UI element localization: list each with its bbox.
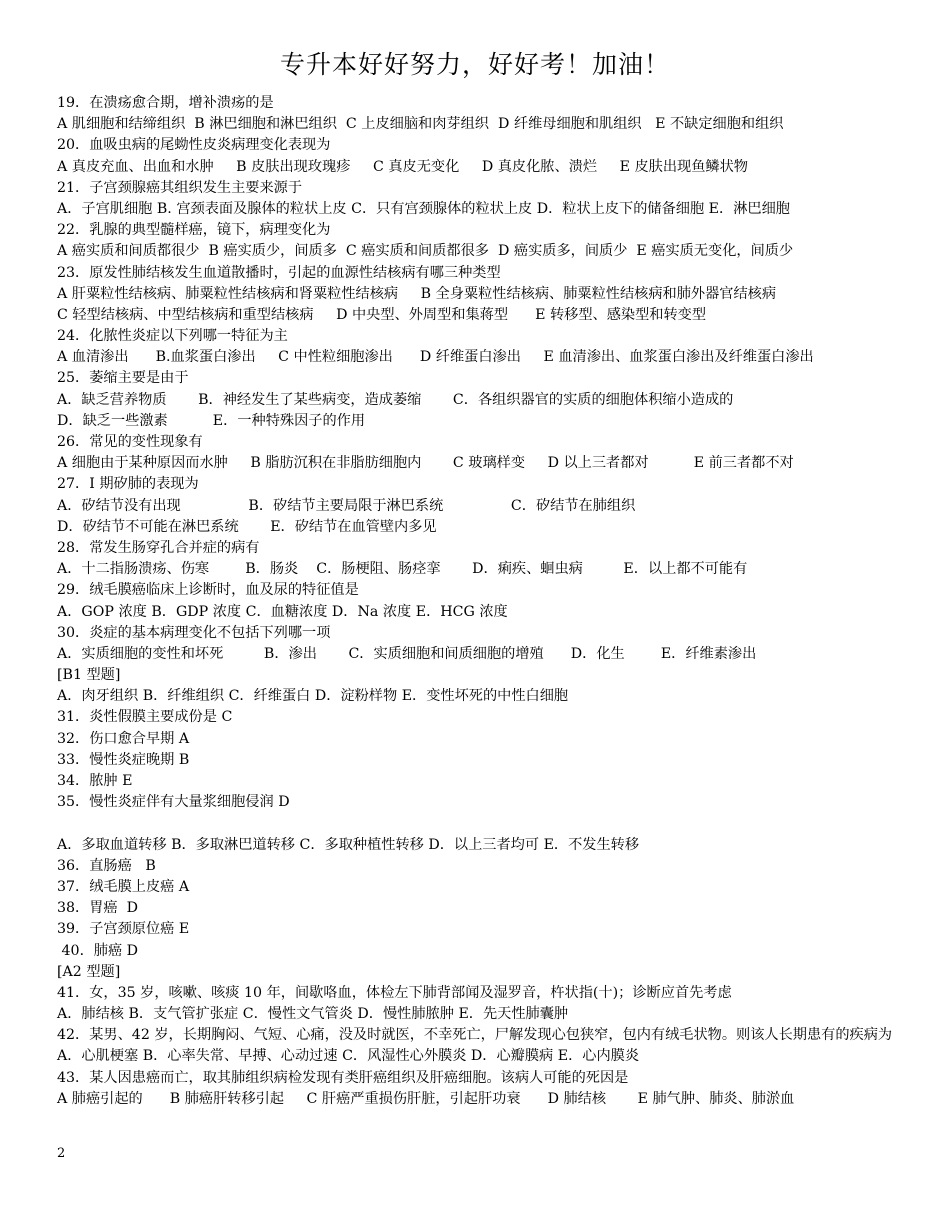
question-25-options-2: D．缺乏一些激素 E．一种特殊因子的作用 (57, 412, 366, 429)
question-27-options-1: A．矽结节没有出现 B．矽结节主要局限于淋巴系统 C．矽结节在肺组织 (57, 497, 636, 514)
question-42-options: A．心肌梗塞 B．心率失常、早搏、心动过速 C．风湿性心外膜炎 D．心瓣膜病 E．心内膜炎 (57, 1048, 640, 1065)
question-23: 23．原发性肺结核发生血道散播时，引起的血源性结核病有哪三种类型 (57, 264, 501, 281)
question-42: 42．某男、42 岁，长期胸闷、气短、心痛，没及时就医，不幸死亡，尸解发现心包狭窄，包内有绒毛状物。则该人长期患有的疾病为 (57, 1027, 893, 1044)
document-body (57, 93, 902, 1110)
question-40: 40．肺癌 D (57, 942, 139, 959)
b1-group-2-options: A．多取血道转移 B．多取淋巴道转移 C．多取种植性转移 D．以上三者均可 E．不发生转移 (57, 836, 640, 853)
question-30: 30．炎症的基本病理变化不包括下列哪一项 (57, 624, 331, 641)
b1-group-1-options: A．肉牙组织 B．纤维组织 C．纤维蛋白 D．淀粉样物 E．变性坏死的中性白细胞 (57, 688, 569, 705)
question-34: 34．脓肿 E (57, 773, 133, 789)
question-38: 38．胃癌 D (57, 900, 139, 917)
question-43-options: A 肺癌引起的 B 肺癌肝转移引起 C 肝癌严重损伤肝脏，引起肝功衰 D 肺结核 E 肺气肿、肺炎、肺淤血 (57, 1090, 795, 1107)
question-23-options-1: A 肝粟粒性结核病、肺粟粒性结核病和肾粟粒性结核病 B 全身粟粒性结核病、肺粟粒性结核病和肺外器官结核病 (57, 285, 777, 302)
question-31: 31．炎性假膜主要成份是 C (57, 709, 233, 726)
question-26-options: A 细胞由于某种原因而水肿 B 脂肪沉积在非脂肪细胞内 C 玻璃样变 D 以上三者都对 E 前三者都不对 (57, 455, 794, 472)
question-36: 36．直肠癌 B (57, 857, 156, 874)
question-24-options: A 血清渗出 B.血浆蛋白渗出 C 中性粒细胞渗出 D 纤维蛋白渗出 E 血清渗出、血浆蛋白渗出及纤维蛋白渗出 (57, 349, 814, 366)
question-28: 28．常发生肠穿孔合并症的病有 (57, 539, 260, 556)
question-29-options: A．GOP 浓度 B．GDP 浓度 C．血糖浓度 D．Na 浓度 E．HCG 浓度 (57, 603, 508, 620)
question-30-options: A．实质细胞的变性和坏死 B．渗出 C．实质细胞和间质细胞的增殖 D．化生 E．纤维素渗出 (57, 645, 757, 662)
section-heading-a2: [A2 型题] (57, 963, 121, 980)
question-20-options: A 真皮充血、出血和水肿 B 皮肤出现玫瑰疹 C 真皮无变化 D 真皮化脓、溃烂 E 皮肤出现鱼鳞状物 (57, 158, 748, 175)
question-26: 26．常见的变性现象有 (57, 434, 203, 450)
question-23-options-2: C 轻型结核病、中型结核病和重型结核病 D 中央型、外周型和集蒋型 E 转移型、感染型和转变型 (57, 306, 707, 323)
question-25-options-1: A．缺乏营养物质 B．神经发生了某些病变，造成萎缩 C．各组织器官的实质的细胞体积缩小造成的 (57, 391, 734, 408)
question-22: 22．乳腺的典型髓样癌，镜下，病理变化为 (57, 222, 331, 239)
question-22-options: A 癌实质和间质都很少 B 癌实质少，间质多 C 癌实质和间质都很多 D 癌实质多，间质少 E 癌实质无变化，间质少 (57, 243, 794, 260)
question-29: 29．绒毛膜癌临床上诊断时，血及尿的特征值是 (57, 582, 359, 599)
question-28-options: A．十二指肠溃疡、伤寒 B．肠炎 C．肠梗阻、肠痉挛 D．痢疾、蛔虫病 E．以上都不可能有 (57, 561, 748, 578)
question-19-options: A 肌细胞和结缔组织 B 淋巴细胞和淋巴组织 C 上皮细脑和肉芽组织 D 纤维母细胞和肌组织 E 不缺定细胞和组织 (57, 116, 784, 133)
question-41-options: A．肺结核 B．支气管扩张症 C．慢性文气管炎 D．慢性肺脓肿 E．先天性肺囊肿 (57, 1006, 569, 1023)
section-heading-b1: [B1 型题] (57, 667, 121, 684)
question-41: 41．女，35 岁，咳嗽、咳痰 10 年，间歇咯血，体检左下肺背部闻及湿罗音，杵状指(十)；诊断应首先考虑 (57, 984, 732, 1001)
question-35: 35．慢性炎症伴有大量浆细胞侵润 D (57, 794, 290, 811)
question-27: 27．I 期矽肺的表现为 (57, 476, 199, 493)
question-21: 21．子宫颈腺癌其组织发生主要来源于 (57, 179, 303, 196)
page-title: 专升本好好努力，好好考！加油！ (279, 50, 670, 79)
question-37: 37．绒毛膜上皮癌 A (57, 878, 190, 895)
question-21-options: A．子宫肌细胞 B. 宫颈表面及腺体的粒状上皮 C．只有宫颈腺体的粒状上皮 D．粒状上皮下的储备细胞 E．淋巴细胞 (57, 200, 790, 217)
blank-line (57, 813, 902, 834)
page-number: 2 (57, 1146, 66, 1161)
question-39: 39．子宫颈原位癌 E (57, 921, 190, 938)
question-27-options-2: D．矽结节不可能在淋巴系统 E．矽结节在血管壁内多见 (57, 518, 437, 535)
question-24: 24．化脓性炎症以下列哪一特征为主 (57, 328, 288, 345)
question-33: 33．慢性炎症晚期 B (57, 751, 190, 768)
question-19: 19．在溃疡愈合期，增补溃疡的是 (57, 95, 274, 111)
question-32: 32．伤口愈合早期 A (57, 730, 190, 747)
question-20: 20．血吸虫病的尾蚴性皮炎病理变化表现为 (57, 137, 331, 154)
question-25: 25．萎缩主要是由于 (57, 370, 189, 387)
question-43: 43．某人因患癌而亡，取其肺组织病检发现有类肝癌组织及肝癌细胞。该病人可能的死因是 (57, 1069, 629, 1086)
